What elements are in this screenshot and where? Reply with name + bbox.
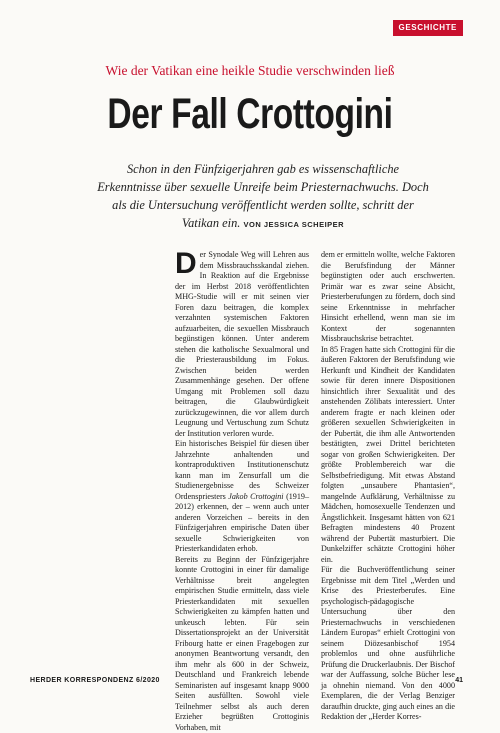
paragraph: [175, 439, 309, 555]
standfirst: [97, 160, 429, 234]
paragraph: Für die Buchveröffentlichung seiner Ergebnisse mit dem Titel „Werden und Krise des Priesterberufes. Eine psychologisch-pädagogische Untersuchung über den Priesternachwuchs in verschiedenen Ländern Europas“ erhielt Crottogini von seinem Diözesanbischof 1954 problemlos und ohne ausführliche Prüfung die Druckerlaubnis. Der Bischof war der Auffassung, solche Bücher lese ja ohnehin niemand. Von den 4000 Exemplaren, die der Verlag Benziger daraufhin druckte, ging auch eines an die Redaktion der „Herder Korres-: [321, 565, 455, 723]
body-column-1: [175, 250, 309, 672]
standfirst-text: Schon in den Fünfzigerjahren gab es wissenschaftliche Erkenntnisse über sexuelle Unreife beim Priesternachwuchs. Doch als die Untersuchung veröffentlicht werden sollte, schritt der Vatikan ein.: [97, 162, 429, 230]
paragraph-text: Ein historisches Beispiel für diesen über Jahrzehnte anhaltenden und kontraproduktiven Institutionenschutz kann man im Zensurfall um die Studienergebnisse des Schweizer Ordenspriesters: [175, 439, 309, 501]
paragraph: dem er ermitteln wollte, welche Faktoren die Berufsfindung der Männer begünstigten oder auch erschwerten. Primär war es zwar seine Absicht, Priesterberufungen zu fördern, doch sind seine Erkenntnisse in mehrfacher Hinsicht erhellend, wenn man sie im Kontext der sogenannten Missbrauchskrise betrachtet.: [321, 250, 455, 345]
paragraph-text: (1919–2012) erkennen, der – wenn auch unter anderen Vorzeichen – bereits in den Fünfzigerjahren empirische Daten über sexuelle Schwierigkeiten von Priesterkandidaten erhob.: [175, 492, 309, 554]
paragraph-text: er Synodale Weg will Lehren aus dem Missbrauchsskandal ziehen. In Reaktion auf die Ergebnisse der im Herbst 2018 veröffentlichten MHG-Studie will er mit seinen vier Foren dazu beitragen, die komplex verzahnten systemischen Faktoren aufzuarbeiten, die sexuellen Missbrauch begünstigen können. Unter anderem stehen die katholische Sexualmoral und die Priesterausbildung im Fokus. Zwischen beiden werden Zusammenhänge gesehen. Der offene Umgang mit Problemen soll dazu beitragen, die Glaubwürdigkeit zurückzugewinnen, die vor allem durch Leugnung und Vertuschung zum Schutz der Institution verloren wurde.: [175, 250, 309, 438]
person-name: Jakob Crottogini: [228, 492, 283, 501]
paragraph: Bereits zu Beginn der Fünfzigerjahre konnte Crottogini in einer für damalige Verhältnisse breit angelegten empirischen Studie ermitteln, dass viele Priesterkandidaten mit sexuellen Schwierigkeiten zu kämpfen hatten und unkeusch lebten. Für sein Dissertationsprojekt an der Universität Fribourg hatte er einen Fragebogen zur anonymen Beantwortung versandt, den ihm mehr als 600 in der Schweiz, Deutschland und Frankreich lebende Seminaristen auf insgesamt knapp 9000 Seiten ausfüllten. Sowohl viele Teilnehmer selbst als auch deren Erzieher begrüßten Crottoginis Vorhaben, mit: [175, 555, 309, 733]
headline: Der Fall Crottogini: [55, 84, 445, 144]
page-number: 41: [455, 677, 463, 684]
drop-cap: D: [175, 251, 197, 277]
byline: VON JESSICA SCHEIPER: [244, 220, 345, 229]
article-body: [175, 250, 455, 672]
body-column-2: [321, 250, 455, 672]
paragraph: In 85 Fragen hatte sich Crottogini für die äußeren Faktoren der Berufsfindung wie Herkunft und Kindheit der Kandidaten sowie für deren innere Dispositionen hinsichtlich ihrer Sexualität und des anstehenden Zölibats interessiert. Unter anderem fragte er nach kleinen oder größeren sexuellen Schwierigkeiten in der Pubertät, die ihm alle Antwortenden bestätigten, zwei Drittel berichteten sogar von großen Schwierigkeiten. Der größte Problembereich war die Selbstbefriedigung. Mit etwas Abstand folgten „unsaubere Phantasien“, mangelnde Aufklärung, Verhältnisse zu Mädchen, homosexuelle Tendenzen und Ängstlichkeit. Insgesamt hätten von 621 Befragten mindestens 40 Prozent während der Pubertät masturbiert. Die Dunkelziffer schätzte Crottogini höher ein.: [321, 345, 455, 566]
footer-publication: HERDER KORRESPONDENZ 6/2020: [30, 677, 160, 684]
section-badge: GESCHICHTE: [393, 20, 463, 36]
kicker: Wie der Vatikan eine heikle Studie verschwinden ließ: [0, 63, 500, 79]
paragraph: [175, 250, 309, 439]
